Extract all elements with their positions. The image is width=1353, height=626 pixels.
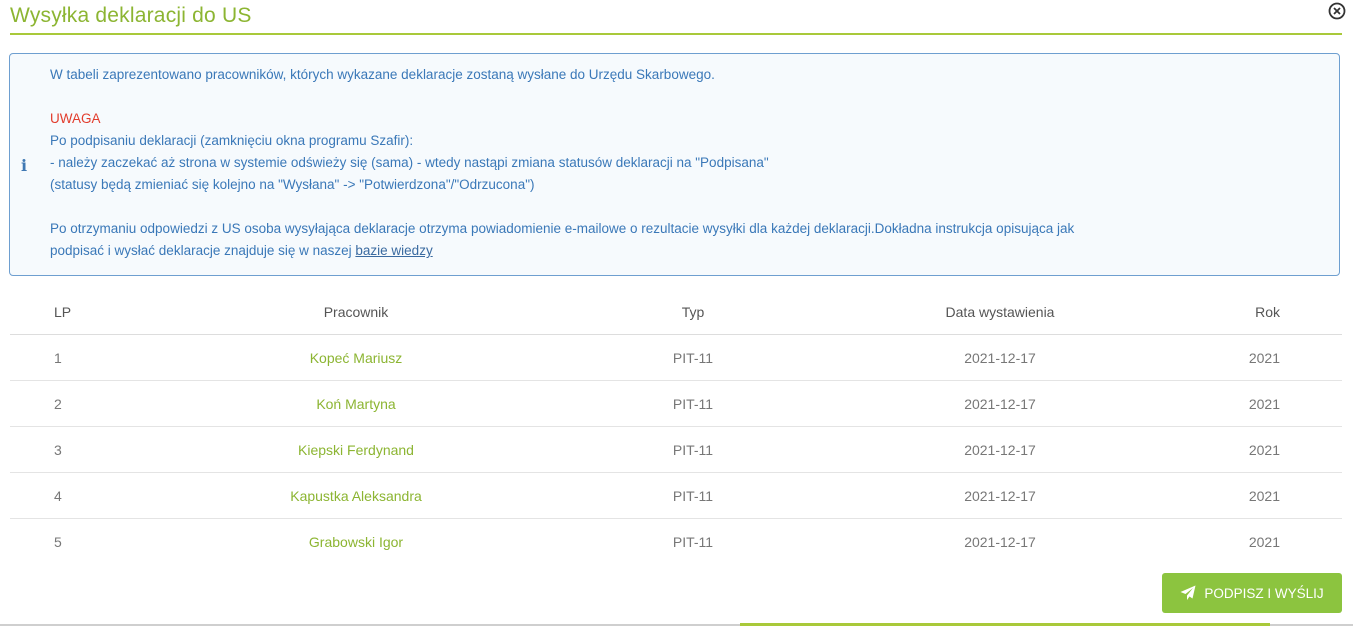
table-row [10,473,1342,519]
close-circle-icon [1328,2,1346,20]
info-line-prefix: podpisać i wysłać deklaracje znajduje się w naszej [50,243,356,258]
paper-plane-icon [1180,585,1196,601]
cell-year: 2021 [1171,381,1342,427]
info-line: (statusy będą zmieniać się kolejno na "Wysłana" -> "Potwierdzona"/"Odrzucona") [50,177,535,192]
sign-and-send-label: PODPISZ I WYŚLIJ [1204,585,1324,601]
info-icon: i [21,156,28,175]
employee-link[interactable]: Koń Martyna [316,395,396,412]
cell-type: PIT-11 [557,335,829,381]
info-text [50,64,1330,262]
cell-year: 2021 [1248,533,1280,550]
sign-and-send-button[interactable] [1162,573,1342,613]
column-header-date[interactable]: Data wystawienia [829,290,1171,335]
employee-link[interactable]: Grabowski Igor [308,533,404,550]
cell-type: PIT-11 [672,533,714,550]
declarations-table [10,290,1342,564]
knowledge-base-link[interactable]: bazie wiedzy [355,243,433,258]
table-header-row [10,290,1342,335]
employee-link[interactable]: Kapustka Aleksandra [290,487,422,504]
cell-year: 2021 [1171,335,1342,381]
cell-lp: 5 [54,533,62,550]
warning-label: UWAGA [50,111,101,126]
close-button[interactable] [1326,0,1348,22]
cell-type: PIT-11 [557,473,829,519]
cell-date: 2021-12-17 [829,381,1171,427]
cell-date: 2021-12-17 [829,473,1171,519]
cell-date: 2021-12-17 [829,427,1171,473]
cell-lp: 4 [10,473,155,519]
info-line: Po otrzymaniu odpowiedzi z US osoba wysyłająca deklaracje otrzyma powiadomienie e-mailowe o rezultacie wysyłki dla każdej deklaracji.Dokładna instrukcja opisująca jak [50,221,1075,236]
table-row [10,381,1342,427]
table-row [10,335,1342,381]
column-header-lp[interactable]: LP [10,290,155,335]
column-header-employee[interactable]: Pracownik [155,290,557,335]
info-box [9,53,1340,276]
cell-lp: 3 [10,427,155,473]
cell-date: 2021-12-17 [829,335,1171,381]
info-line: W tabeli zaprezentowano pracowników, których wykazane deklaracje zostaną wysłane do Urzędu Skarbowego. [50,67,715,82]
modal-header [10,0,1342,35]
table-row [10,519,1342,565]
employee-link[interactable]: Kiepski Ferdynand [298,441,414,458]
cell-lp: 2 [10,381,155,427]
cell-year: 2021 [1171,473,1342,519]
cell-year: 2021 [1171,427,1342,473]
column-header-type[interactable]: Typ [557,290,829,335]
info-line: Po podpisaniu deklaracji (zamknięciu okna programu Szafir): [50,133,414,148]
column-header-year[interactable]: Rok [1171,290,1342,335]
cell-type: PIT-11 [557,381,829,427]
employee-link[interactable]: Kopeć Mariusz [309,349,403,366]
cell-type: PIT-11 [557,427,829,473]
modal-title: Wysyłka deklaracji do US [10,4,252,27]
table-row [10,427,1342,473]
info-line: - należy zaczekać aż strona w systemie odświeży się (sama) - wtedy nastąpi zmiana statusów deklaracji na "Podpisana" [50,155,769,170]
cell-date: 2021-12-17 [964,533,1036,550]
cell-lp: 1 [10,335,155,381]
info-line [50,240,1330,262]
